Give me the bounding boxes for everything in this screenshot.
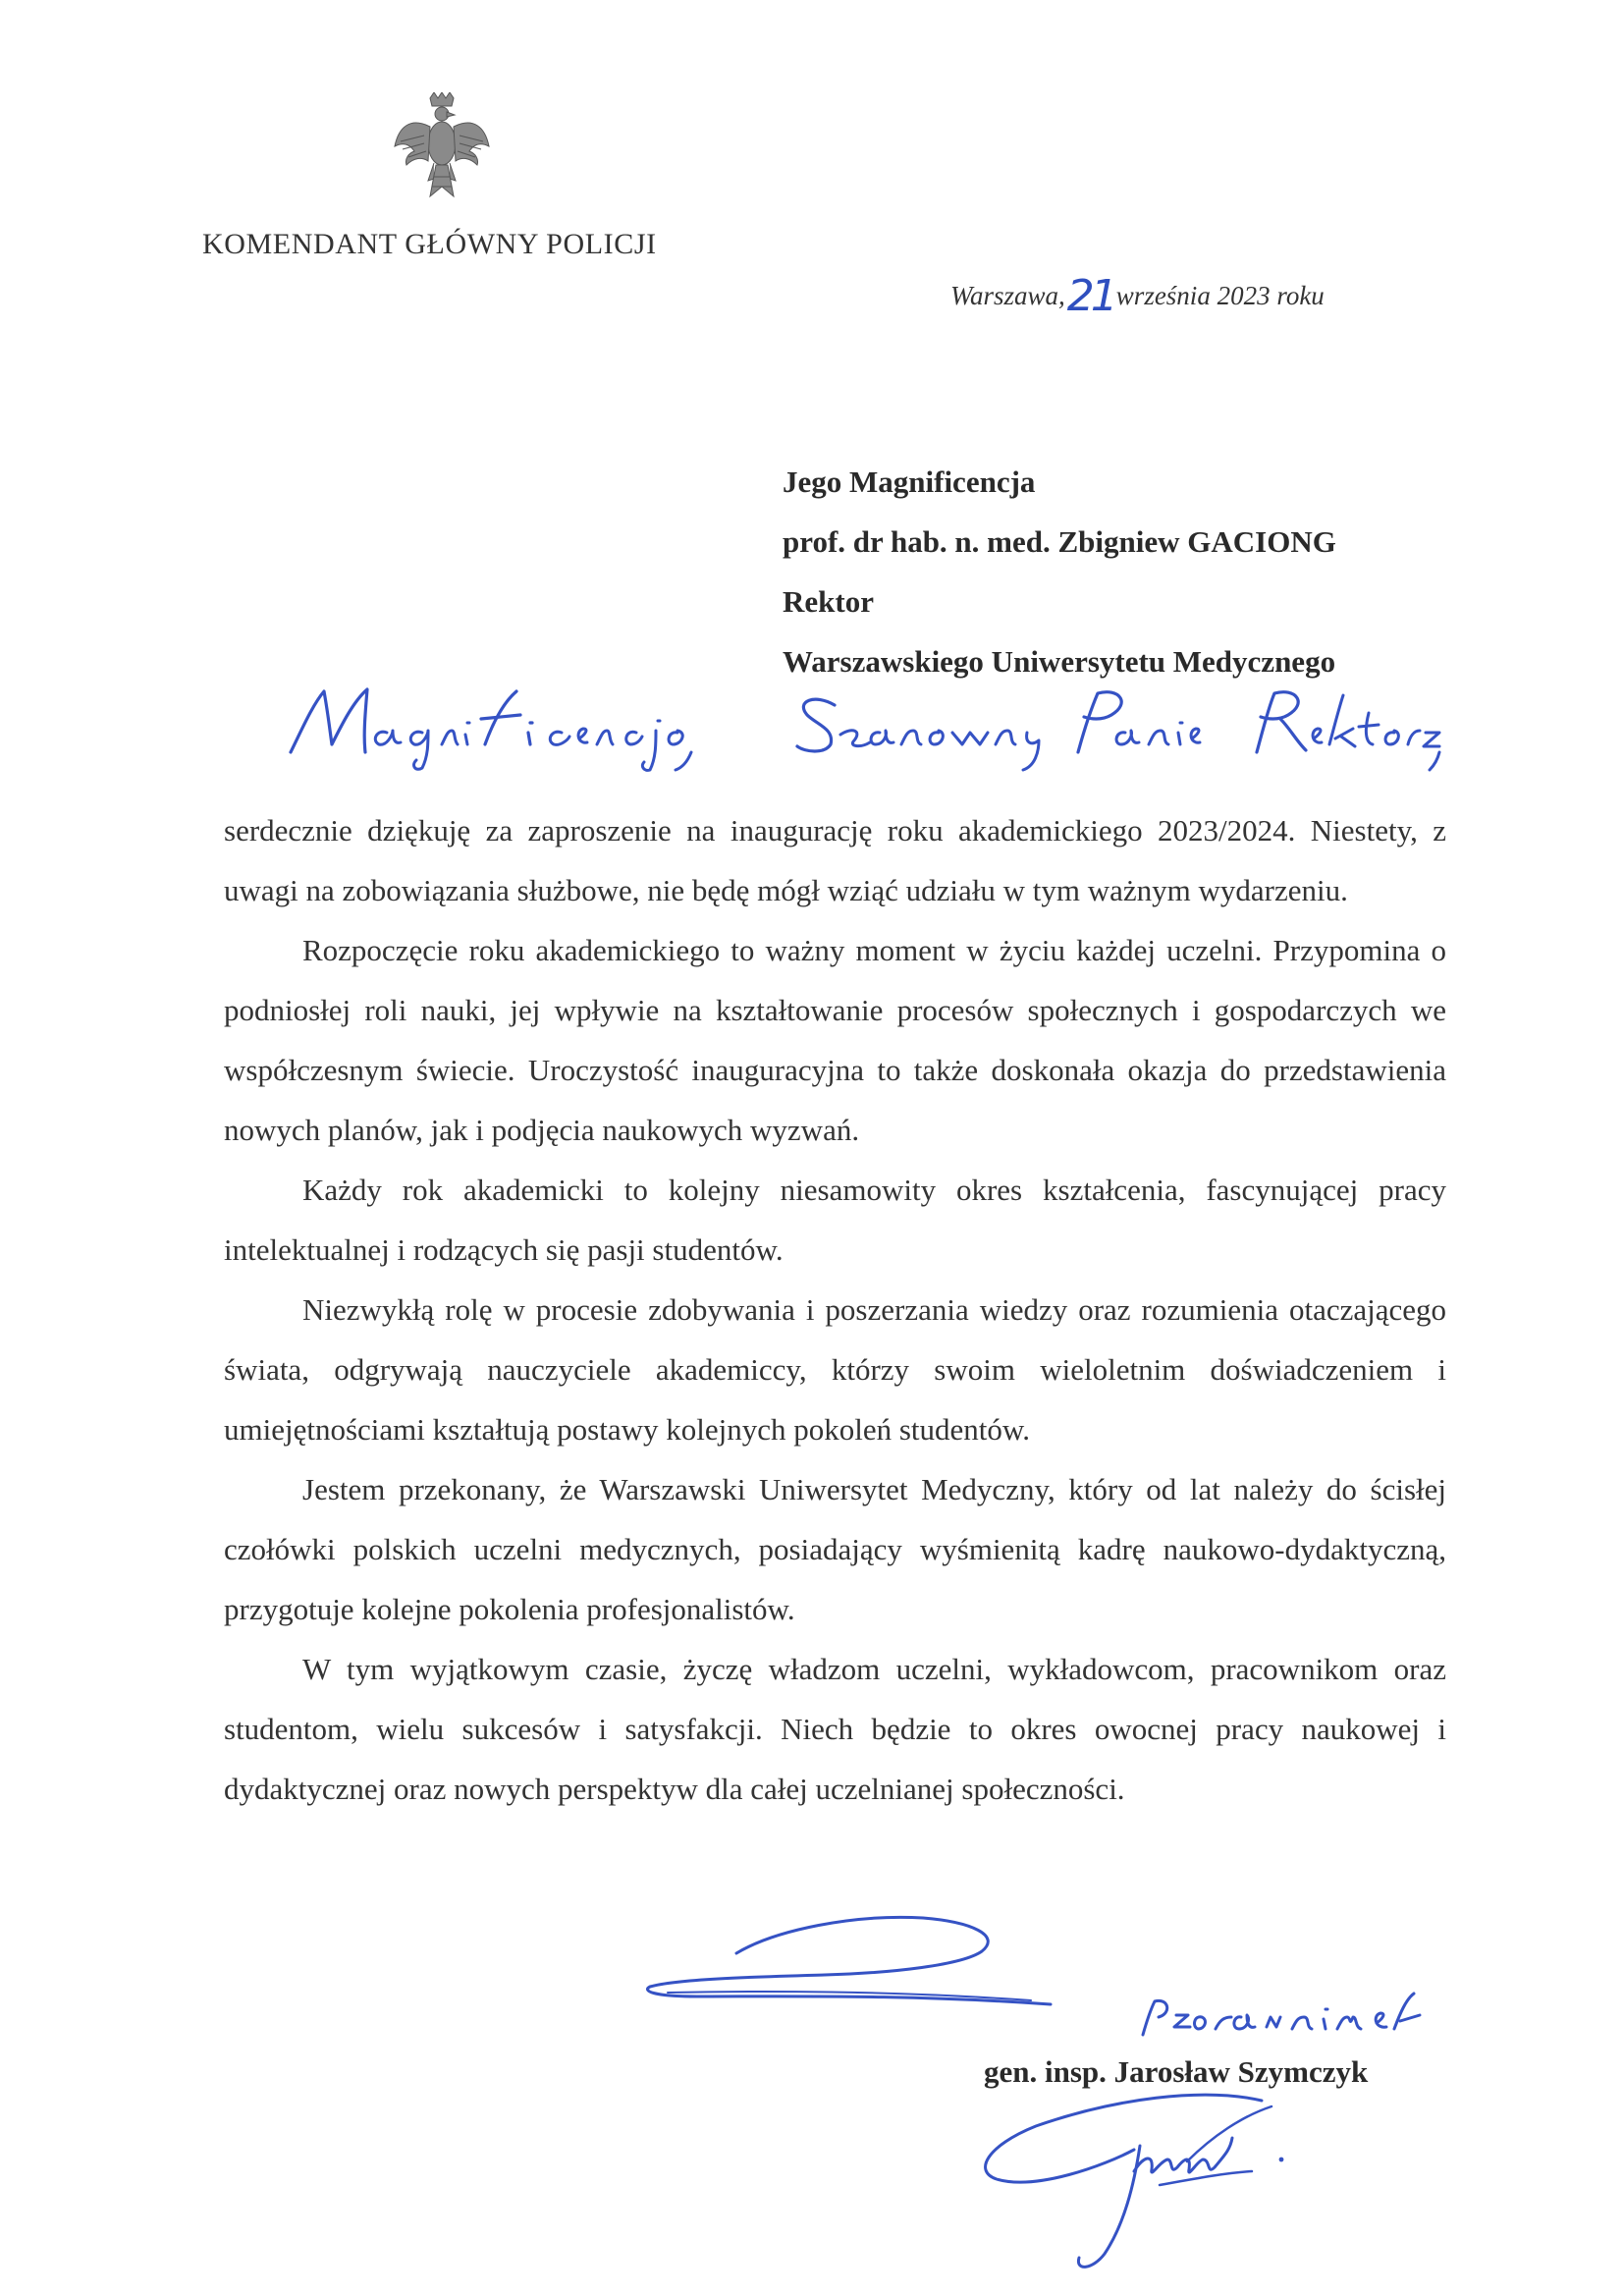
handwritten-salutation <box>285 683 1443 772</box>
addressee-title: Jego Magnificencja <box>783 465 1036 499</box>
date-month-year: września 2023 roku <box>1115 281 1325 310</box>
signatory-name: gen. insp. Jarosław Szymczyk <box>984 2054 1369 2089</box>
addressee-block <box>783 452 1336 691</box>
letter-body <box>224 800 1446 1819</box>
handwritten-closing <box>1129 1974 1463 2043</box>
date-day-handwritten: 21 <box>1066 271 1114 321</box>
date-place: Warszawa, <box>950 281 1065 310</box>
handwritten-signature <box>967 2077 1321 2283</box>
addressee-institution: Warszawskiego Uniwersytetu Medycznego <box>783 644 1336 679</box>
institution-name: KOMENDANT GŁÓWNY POLICJI <box>202 228 657 260</box>
body-paragraph-2: Rozpoczęcie roku akademickiego to ważny moment w życiu każdej uczelni. Przypomina o podniosłej roli nauki, jej wpływie na kształtowanie procesów społecznych i gospodarczych we współczesnym świecie. Uroczystość inauguracyjna to także doskonała okazja do przedstawienia nowych planów, jak i podjęcia naukowych wyzwań. <box>224 933 1446 1147</box>
body-paragraph-1: serdecznie dziękuję za zaproszenie na inaugurację roku akademickiego 2023/2024. Niestety, z uwagi na zobowiązania służbowe, nie będę mógł wziąć udziału w tym ważnym wydarzeniu. <box>224 813 1446 907</box>
addressee-role: Rektor <box>783 584 874 619</box>
body-paragraph-6: W tym wyjątkowym czasie, życzę władzom uczelni, wykładowcom, pracownikom oraz studentom, wielu sukcesów i satysfakcji. Niech będzie to okres owocnej pracy naukowej i dydaktycznej oraz nowych perspektyw dla całej uczelnianej społeczności. <box>224 1652 1446 1806</box>
date-line <box>950 265 1325 321</box>
addressee-name: prof. dr hab. n. med. Zbigniew GACIONG <box>783 524 1336 559</box>
body-paragraph-3: Każdy rok akademicki to kolejny niesamowity okres kształcenia, fascynującej pracy intelektualnej i rodzących się pasji studentów. <box>224 1173 1446 1267</box>
signature-flourish <box>638 1900 1070 2028</box>
eagle-emblem-icon <box>391 92 493 208</box>
body-paragraph-4: Niezwykłą rolę w procesie zdobywania i poszerzania wiedzy oraz rozumienia otaczającego świata, odgrywają nauczyciele akademiccy, którzy swoim wieloletnim doświadczeniem i umiejętnościami kształtują postawy kolejnych pokoleń studentów. <box>224 1292 1446 1447</box>
body-paragraph-5: Jestem przekonany, że Warszawski Uniwersytet Medyczny, który od lat należy do ścisłej czołówki polskich uczelni medycznych, posiadający wyśmienitą kadrę naukowo-dydaktyczną, przygotuje kolejne pokolenia profesjonalistów. <box>224 1472 1446 1626</box>
